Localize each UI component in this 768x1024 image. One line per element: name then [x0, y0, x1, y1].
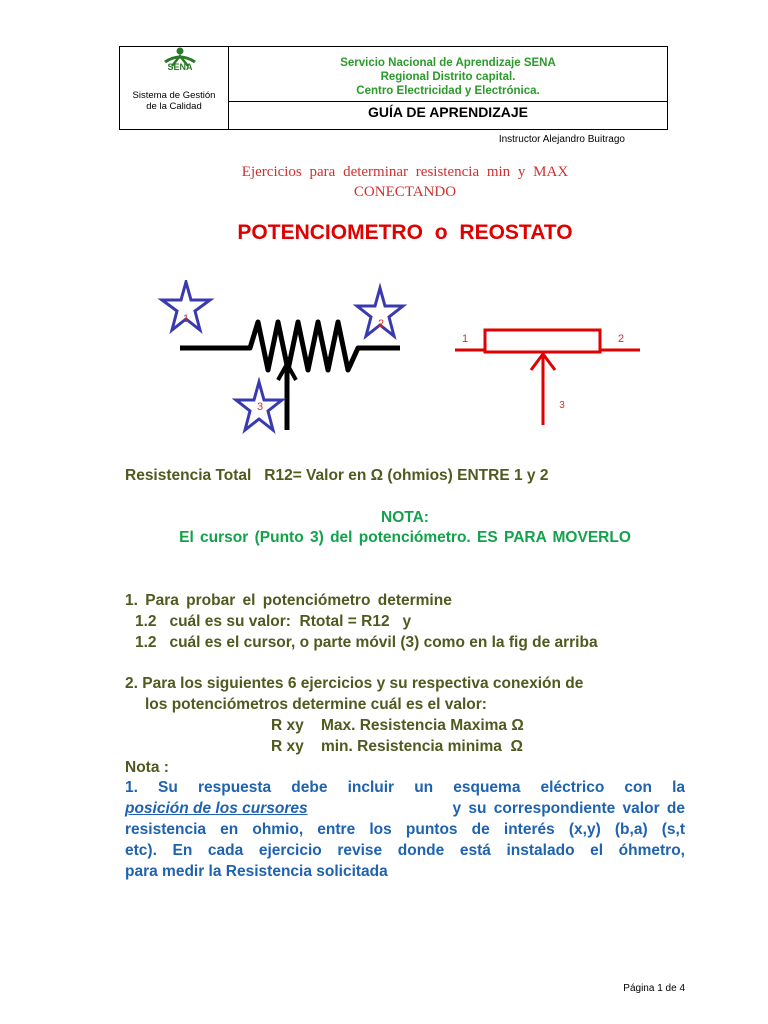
nota-text: El cursor (Punto 3) del potenciómetro. ES PARA MOVERLO	[179, 529, 631, 546]
nota2-line2-rest: y su correspondiente valor de	[452, 800, 685, 817]
item2-line1: 2. Para los siguientes 6 ejercicios y su respectiva conexión de	[125, 675, 584, 692]
potentiometer-symbol	[180, 322, 400, 430]
system-name-line1: Sistema de Gestión	[132, 90, 216, 101]
subtitle-line2: CONECTANDO	[353, 184, 457, 200]
item1-line2: 1.2 cuál es su valor: Rtotal = R12 y	[135, 613, 412, 630]
guide-title: GUÍA DE APRENDIZAJE	[368, 104, 528, 120]
page-number: Página 1 de 4	[623, 983, 685, 994]
star-label-1: 1	[182, 313, 190, 325]
resistance-total-line: Resistencia Total R12= Valor en Ω (ohmios) ENTRE 1 y 2	[125, 467, 549, 484]
rheostat-label-1: 1	[461, 333, 469, 345]
header-divider	[229, 101, 668, 102]
item2-line2: los potenciómetros determine cuál es el valor:	[145, 696, 487, 713]
nota2-line4: etc). En cada ejercicio revise donde está instalado el óhmetro,	[125, 842, 685, 859]
nota2-line3: resistencia en ohmio, entre los puntos de interés (x,y) (b,a) (s,t	[125, 821, 685, 838]
rheostat-label-3: 3	[559, 400, 565, 411]
exercise-subtitle	[150, 162, 660, 202]
instructor-name: Instructor Alejandro Buitrago	[498, 134, 625, 145]
institution-line1: Servicio Nacional de Aprendizaje SENA	[340, 57, 556, 69]
nota-heading: NOTA:	[381, 509, 429, 526]
rheostat-label-2: 2	[617, 333, 625, 345]
star-label-2: 2	[377, 318, 385, 330]
star-icon	[236, 382, 282, 430]
item2-line3: R xy Max. Resistencia Maxima Ω	[271, 717, 524, 734]
logo-word: SENA	[167, 62, 193, 72]
rheostat-diagram	[455, 320, 645, 430]
star-icon	[357, 288, 403, 336]
institution-block	[230, 56, 666, 98]
star-label-3: 3	[256, 401, 264, 413]
rheostat-body	[485, 330, 600, 352]
main-title: POTENCIOMETRO o REOSTATO	[237, 221, 573, 244]
nota2-line2	[125, 800, 685, 818]
institution-line2: Regional Distrito capital.	[380, 71, 516, 83]
nota2-heading: Nota :	[125, 759, 169, 776]
item2-line4: R xy min. Resistencia minima Ω	[271, 738, 523, 755]
item1-line1: 1. Para probar el potenciómetro determine	[125, 592, 452, 609]
system-name-line2: de la Calidad	[146, 101, 202, 112]
nota2-line1: 1. Su respuesta debe incluir un esquema eléctrico con la	[125, 779, 685, 796]
cursor-position-link: posición de los cursores	[125, 800, 308, 817]
system-name	[124, 90, 224, 112]
star-icon	[162, 282, 210, 330]
item1-line3: 1.2 cuál es el cursor, o parte móvil (3) como en la fig de arriba	[135, 634, 598, 651]
nota2-line5: para medir la Resistencia solicitada	[125, 863, 388, 880]
subtitle-line1: Ejercicios para determinar resistencia min y MAX	[241, 164, 569, 180]
potentiometer-diagram	[150, 280, 420, 440]
institution-line3: Centro Electricidad y Electrónica.	[356, 85, 540, 97]
